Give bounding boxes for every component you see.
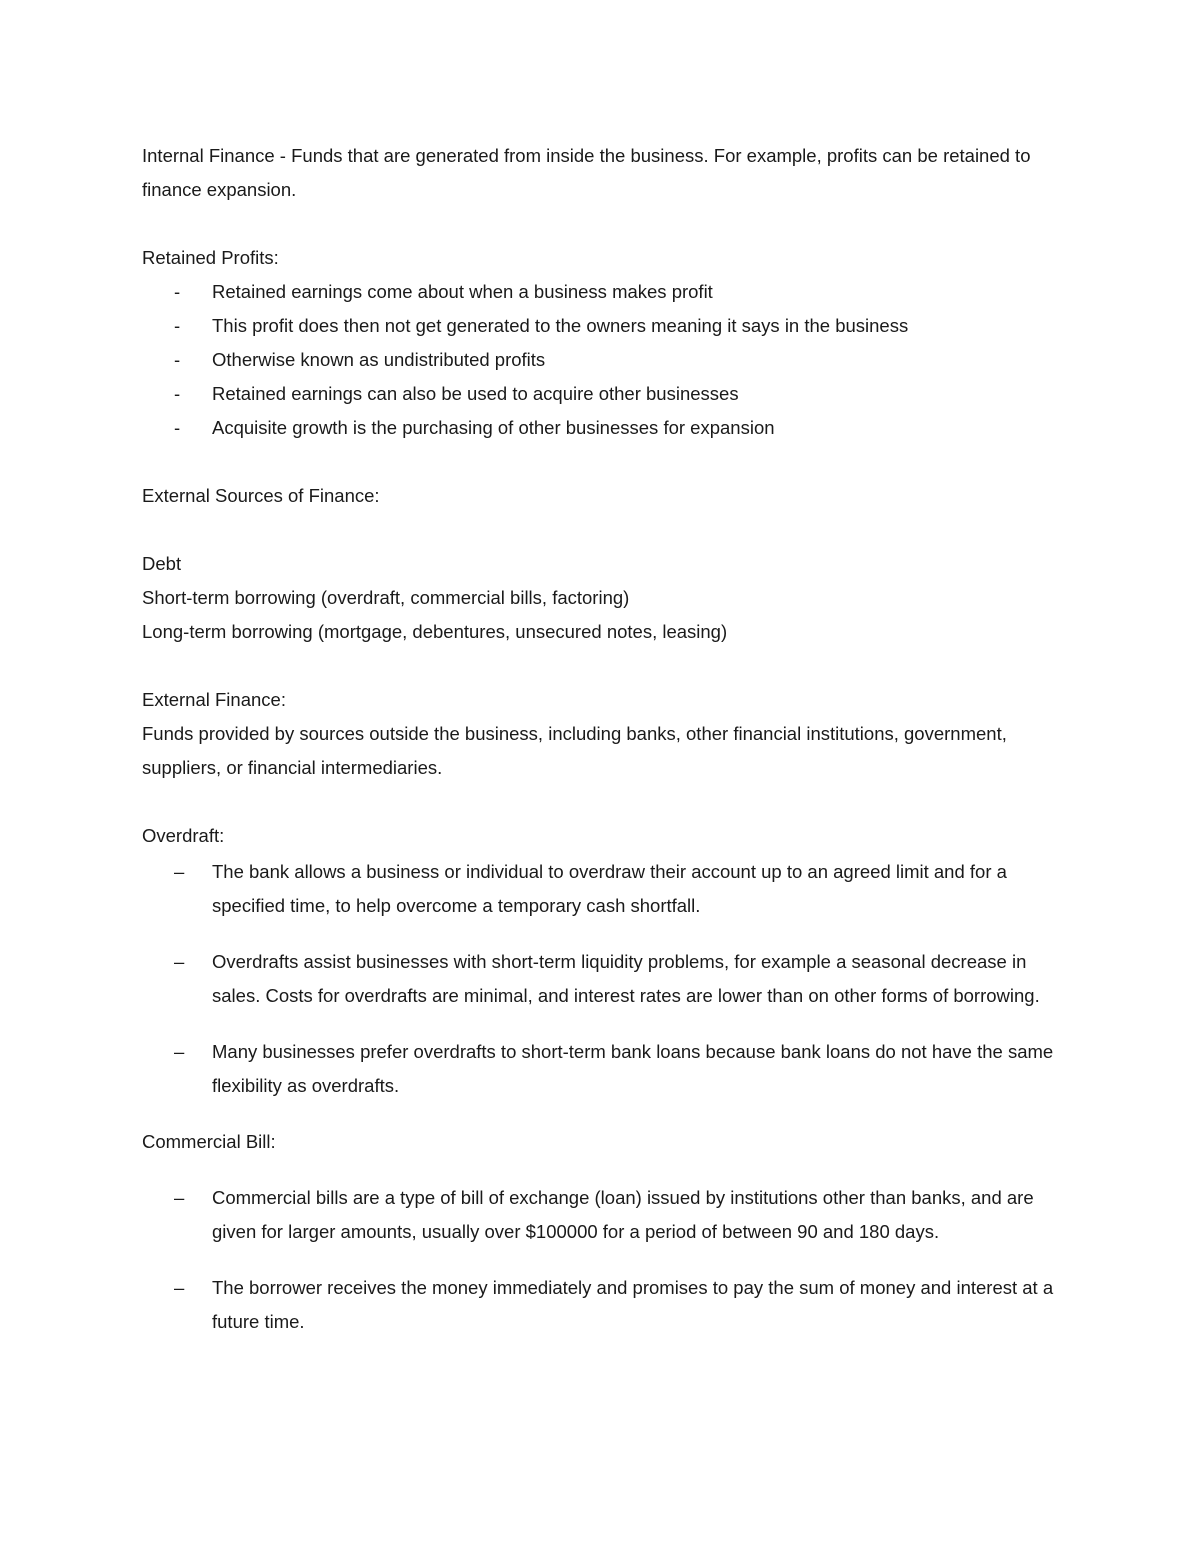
document-page	[142, 139, 1072, 1339]
intro-paragraph: Internal Finance - Funds that are generated from inside the business. For example, profits can be retained to finance expansion.	[142, 145, 1031, 200]
bullet-dash: –	[174, 1041, 185, 1062]
short-term-borrowing: Short-term borrowing (overdraft, commercial bills, factoring)	[142, 587, 630, 608]
retained-profits-list	[142, 275, 1072, 445]
spacer	[142, 1103, 1072, 1125]
list-item: – The bank allows a business or individual to overdraw their account up to an agreed limit and for a specified time, to help overcome a temporary cash shortfall.	[142, 855, 1072, 923]
list-item: - Acquisite growth is the purchasing of other businesses for expansion	[142, 411, 1072, 445]
bullet-dash: -	[174, 281, 181, 302]
bullet-dash: –	[174, 1277, 185, 1298]
external-finance-heading: External Finance:	[142, 689, 286, 710]
spacer	[142, 785, 1072, 819]
list-item: - Otherwise known as undistributed profits	[142, 343, 1072, 377]
bullet-dash: -	[174, 383, 181, 404]
retained-profits-heading: Retained Profits:	[142, 247, 279, 268]
bullet-dash: -	[174, 417, 181, 438]
bullet-dash: -	[174, 349, 181, 370]
list-item: – Commercial bills are a type of bill of exchange (loan) issued by institutions other than banks, and are given for larger amounts, usually over $100000 for a period of between 90 and 180 days.	[142, 1181, 1072, 1249]
list-item: – Overdrafts assist businesses with short-term liquidity problems, for example a seasonal decrease in sales. Costs for overdrafts are minimal, and interest rates are lower than on other forms of borrowing.	[142, 945, 1072, 1013]
bullet-dash: –	[174, 861, 185, 882]
spacer	[142, 513, 1072, 547]
long-term-borrowing: Long-term borrowing (mortgage, debentures, unsecured notes, leasing)	[142, 621, 728, 642]
spacer	[142, 649, 1072, 683]
bullet-dash: -	[174, 315, 181, 336]
bullet-dash: –	[174, 951, 185, 972]
commercial-bill-heading: Commercial Bill:	[142, 1131, 276, 1152]
external-sources-heading: External Sources of Finance:	[142, 485, 380, 506]
list-item: - Retained earnings come about when a business makes profit	[142, 275, 1072, 309]
debt-heading: Debt	[142, 553, 182, 574]
list-item: – Many businesses prefer overdrafts to short-term bank loans because bank loans do not have the same flexibility as overdrafts.	[142, 1035, 1072, 1103]
overdraft-heading: Overdraft:	[142, 825, 225, 846]
external-finance-text: Funds provided by sources outside the business, including banks, other financial institutions, government, suppliers, or financial intermediaries.	[142, 723, 1007, 778]
spacer	[142, 1159, 1072, 1181]
list-item: – The borrower receives the money immediately and promises to pay the sum of money and interest at a future time.	[142, 1271, 1072, 1339]
spacer	[142, 207, 1072, 241]
commercial-bill-list	[142, 1181, 1072, 1339]
list-item: - This profit does then not get generated to the owners meaning it says in the business	[142, 309, 1072, 343]
overdraft-list	[142, 855, 1072, 1103]
list-item: - Retained earnings can also be used to acquire other businesses	[142, 377, 1072, 411]
bullet-dash: –	[174, 1187, 185, 1208]
spacer	[142, 445, 1072, 479]
